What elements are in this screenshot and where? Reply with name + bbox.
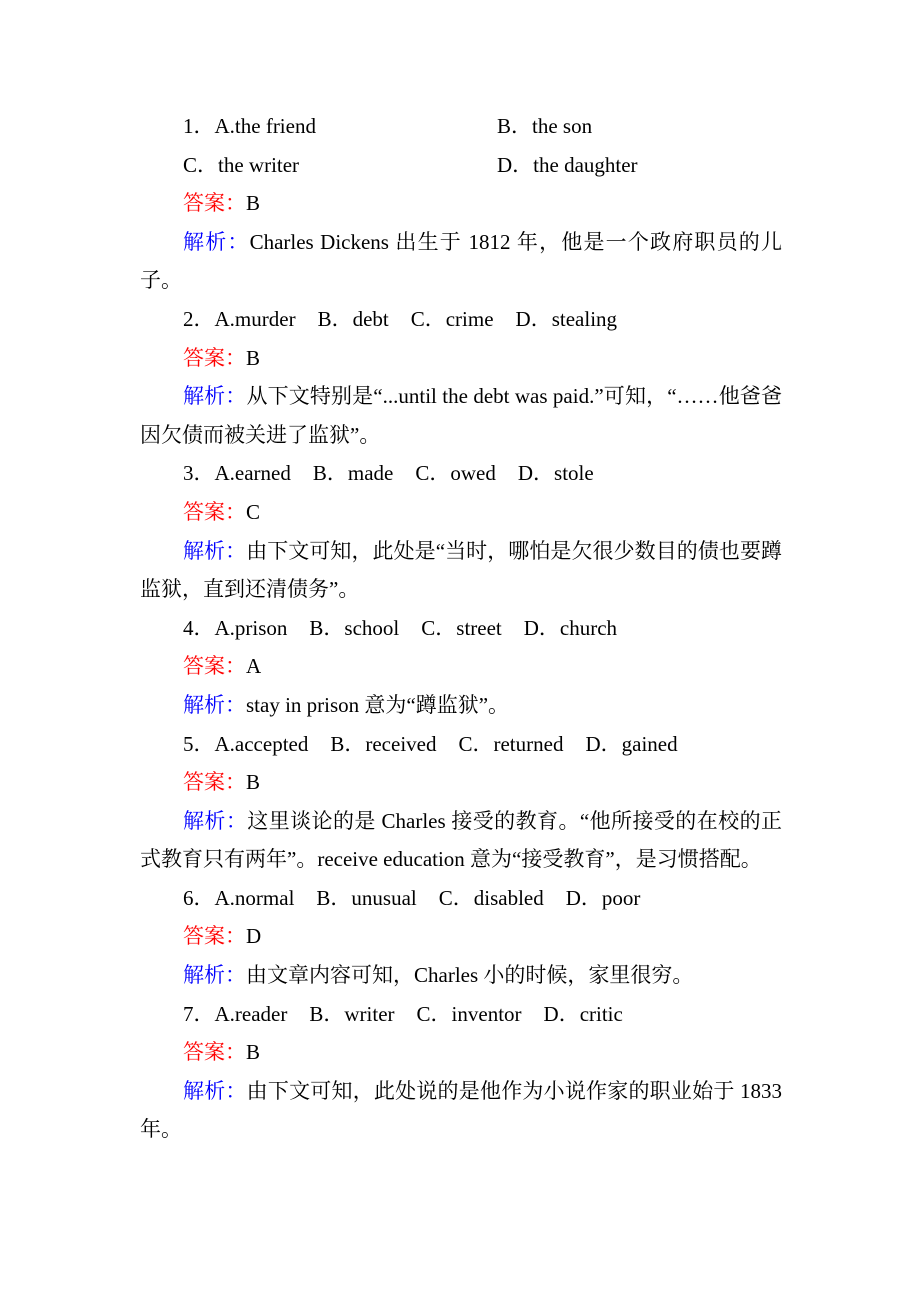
option: A.accepted xyxy=(214,731,309,756)
answer-line xyxy=(140,493,782,532)
option: C．owed xyxy=(415,461,496,486)
analysis-label: 解析： xyxy=(183,1078,247,1103)
option-text: A.the friend xyxy=(214,114,316,138)
answer-label: 答案： xyxy=(183,1040,246,1065)
question-block xyxy=(140,879,782,995)
analysis-text: 由文章内容可知，Charles 小的时候，家里很穷。 xyxy=(246,963,694,988)
analysis-text: 这里谈论的是 Charles 接受的教育。“他所接受的在校的正式教育只有两年”。receive education 意为“接受教育”，是习惯搭配。 xyxy=(140,808,783,872)
answer-value: A xyxy=(246,654,262,679)
question-options xyxy=(140,995,782,1034)
analysis-label: 解析： xyxy=(183,384,247,409)
analysis-line xyxy=(140,1072,782,1149)
analysis-line xyxy=(140,802,782,879)
question-number: 3． xyxy=(183,461,215,486)
analysis-line xyxy=(140,686,782,725)
question-block xyxy=(140,609,782,725)
option: D．poor xyxy=(565,885,641,910)
answer-line xyxy=(140,339,782,378)
answer-value: C xyxy=(246,499,261,524)
option: D．church xyxy=(523,615,618,640)
option: B．debt xyxy=(317,306,389,331)
answer-line xyxy=(140,763,782,802)
option xyxy=(183,146,497,185)
option xyxy=(497,146,782,185)
analysis-label: 解析： xyxy=(183,229,250,254)
option: A.prison xyxy=(214,615,288,640)
analysis-label: 解析： xyxy=(183,963,246,988)
question-options xyxy=(140,107,782,184)
option: D．stole xyxy=(517,461,594,486)
answer-label: 答案： xyxy=(183,770,246,795)
option: A.normal xyxy=(214,885,295,910)
answer-line xyxy=(140,184,782,223)
analysis-text: 由下文可知，此处是“当时，哪怕是欠很少数目的债也要蹲监狱，直到还清债务”。 xyxy=(140,538,782,602)
question-number: 1． xyxy=(183,114,215,138)
analysis-label: 解析： xyxy=(183,808,248,833)
answer-label: 答案： xyxy=(183,345,246,370)
analysis-line xyxy=(140,377,782,454)
question-block xyxy=(140,995,782,1149)
option: D．gained xyxy=(585,731,678,756)
question-block xyxy=(140,725,782,879)
answer-label: 答案： xyxy=(183,654,246,679)
option: C．disabled xyxy=(438,885,544,910)
option: B．made xyxy=(312,461,394,486)
option: B．school xyxy=(309,615,400,640)
analysis-line xyxy=(140,956,782,995)
answer-label: 答案： xyxy=(183,191,246,216)
document-body xyxy=(140,107,782,1149)
option: A.earned xyxy=(214,461,291,486)
option: C．returned xyxy=(458,731,564,756)
answer-value: B xyxy=(246,770,261,795)
analysis-text: 从下文特别是“...until the debt was paid.”可知，“……他爸爸因欠债而被关进了监狱”。 xyxy=(140,384,782,447)
question-options xyxy=(140,725,782,764)
option xyxy=(497,107,782,146)
question-options xyxy=(140,609,782,648)
option: D．stealing xyxy=(515,306,618,331)
option: D．critic xyxy=(543,1001,623,1026)
analysis-line xyxy=(140,223,782,300)
answer-line xyxy=(140,647,782,686)
analysis-label: 解析： xyxy=(183,538,247,563)
option: C．crime xyxy=(410,306,494,331)
question-number: 2． xyxy=(183,306,215,331)
analysis-line xyxy=(140,532,782,609)
analysis-text: 由下文可知，此处说的是他作为小说作家的职业始于 1833 年。 xyxy=(140,1078,782,1142)
option: A.reader xyxy=(214,1001,288,1026)
answer-line xyxy=(140,1033,782,1072)
answer-value: B xyxy=(246,1040,261,1065)
option-text: C．the writer xyxy=(183,152,300,177)
question-options xyxy=(140,454,782,493)
analysis-text: Charles Dickens 出生于 1812 年，他是一个政府职员的儿子。 xyxy=(140,229,782,293)
answer-value: B xyxy=(246,191,261,216)
option xyxy=(183,107,497,146)
option: B．writer xyxy=(309,1001,395,1026)
answer-value: B xyxy=(246,345,261,370)
answer-line xyxy=(140,917,782,956)
option-text: B．the son xyxy=(497,114,593,138)
option-text: D．the daughter xyxy=(497,152,638,177)
option: C．street xyxy=(421,615,502,640)
question-block xyxy=(140,300,782,454)
answer-label: 答案： xyxy=(183,924,246,949)
option: C．inventor xyxy=(416,1001,522,1026)
question-block xyxy=(140,454,782,608)
question-number: 7． xyxy=(183,1001,215,1026)
question-options xyxy=(140,879,782,918)
question-options xyxy=(140,300,782,339)
question-number: 4． xyxy=(183,615,215,640)
option: A.murder xyxy=(214,306,296,331)
analysis-text: stay in prison 意为“蹲监狱”。 xyxy=(246,692,510,717)
answer-label: 答案： xyxy=(183,499,246,524)
question-block xyxy=(140,107,782,300)
option: B．received xyxy=(330,731,437,756)
analysis-label: 解析： xyxy=(183,692,246,717)
answer-value: D xyxy=(246,924,262,949)
option: B．unusual xyxy=(316,885,417,910)
question-number: 5． xyxy=(183,731,215,756)
question-number: 6． xyxy=(183,885,215,910)
